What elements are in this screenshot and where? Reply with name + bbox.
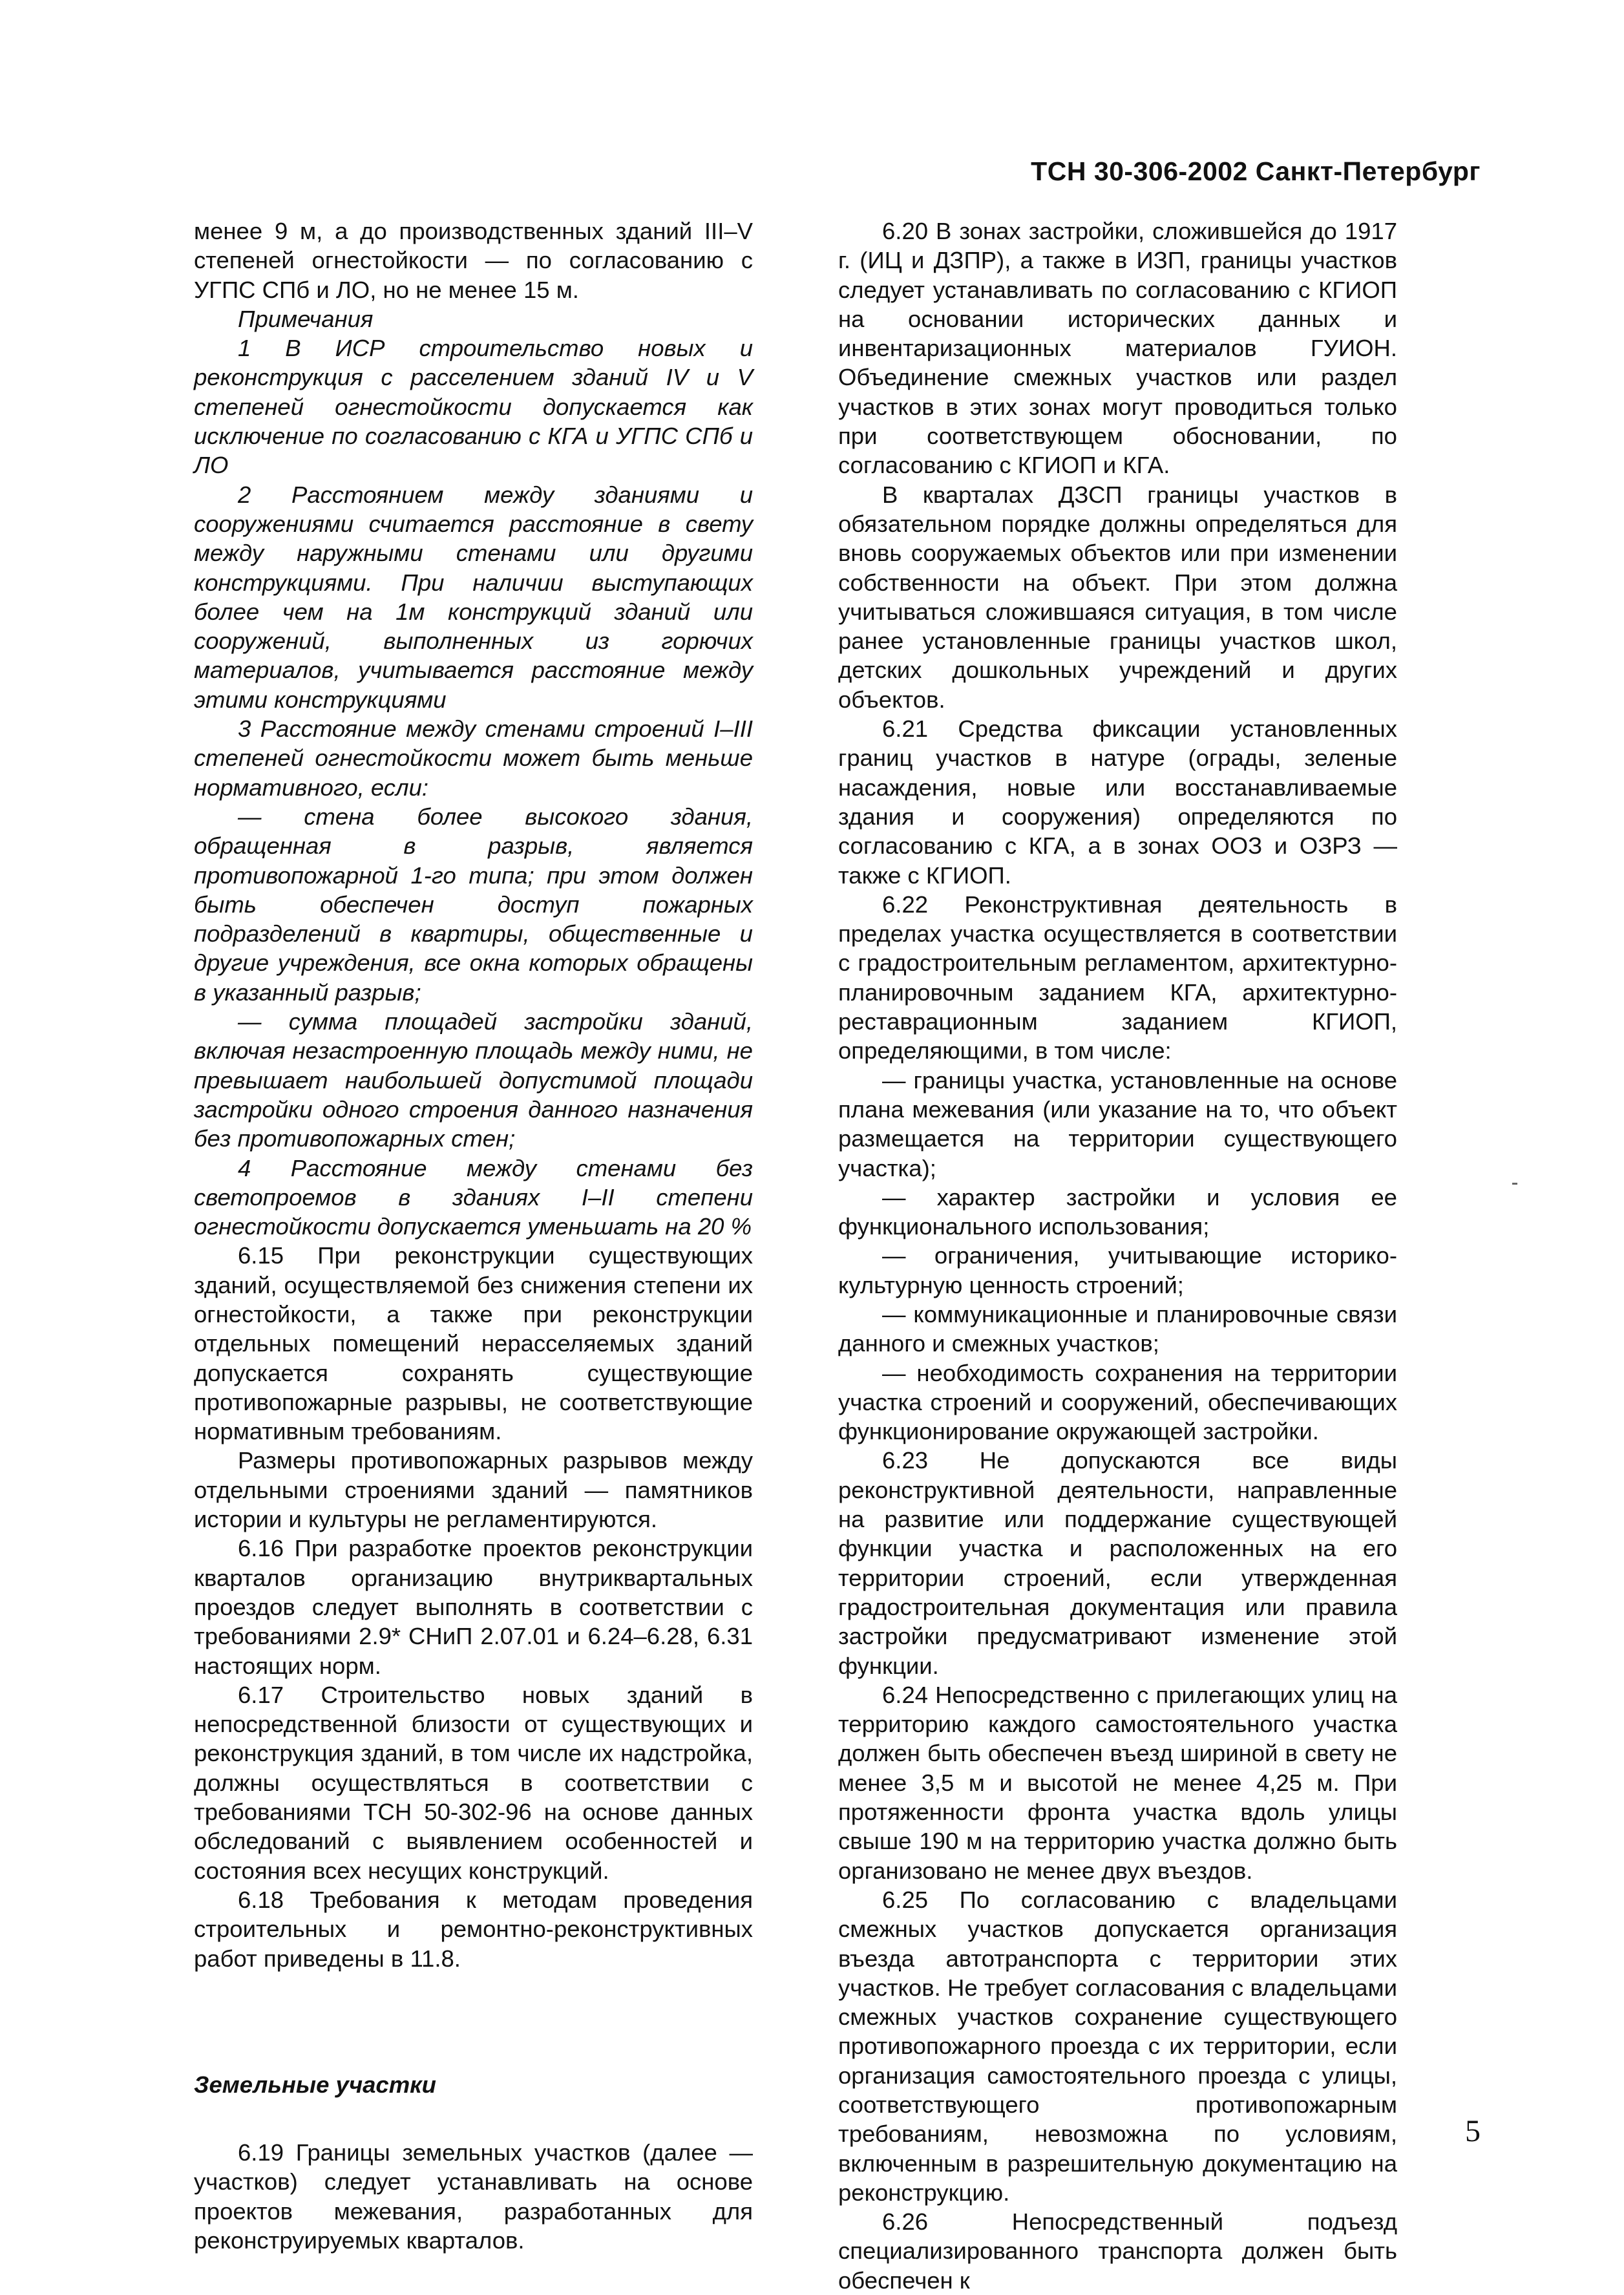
note-2: 2 Расстоянием между зданиями и сооружениями считается расстояние в свету между наружными стенами или другими конструкциями. При наличии выступающих более чем на 1м конструкций зданий или сооружений, выполненных из горючих материалов, учитывается расстояние между этими конструкциями [194,481,753,713]
clause-6-16: 6.16 При разработке проектов реконструкции кварталов организацию внутриквартальных проездов следует выполнять в соответствии с требованиями 2.9* СНиП 2.07.01 и 6.24–6.28, 6.31 настоящих норм. [194,1535,753,1679]
clause-6-23: 6.23 Не допускаются все виды реконструктивной деятельности, направленные на развитие или поддержание существующей функции участка и расположенных на его территории строений, если утвержденная градостроительная документация или правила застройки предусматривают изменение этой функции. [838,1447,1397,1679]
spacer [194,2099,753,2138]
note-3: 3 Расстояние между стенами строений I–III степеней огнестойкости может быть меньше нормативного, если: [194,715,753,801]
clause-6-22-item: — ограничения, учитывающие историко-культурную ценность строений; [838,1242,1397,1298]
clause-6-25: 6.25 По согласованию с владельцами смежных участков допускается организация въезда автотранспорта с территории этих участков. Не требует согласования с владельцами смежных участков сохранение существующего противопожарного проезда с их территории, если организация самостоятельного проезда с улицы, соответствующего противопожарным требованиям, невозможна по условиям, включенным в разрешительную документацию на реконструкцию. [838,1886,1397,2206]
clause-6-22-item: — характер застройки и условия ее функционального использования; [838,1183,1397,1240]
clause-6-22-item: — границы участка, установленные на основе плана межевания (или указание на то, что объект размещается на территории существующего участка); [838,1066,1397,1181]
note-3-item: — стена более высокого здания, обращенная в разрыв, является противопожарной 1-го типа; при этом должен быть обеспечен доступ пожарных подразделений в квартиры, общественные и другие учреждения, все окна которых обращены в указанный разрыв; [194,803,753,1006]
clause-6-15: 6.15 При реконструкции существующих зданий, осуществляемой без снижения степени их огнестойкости, а также при реконструкции отдельных помещений нерасселяемых зданий допускается сохранять существующие противопожарные разрывы, не соответствующие нормативным требованиям. [194,1242,753,1445]
clause-6-24: 6.24 Непосредственно с прилегающих улиц на территорию каждого самостоятельного участка должен быть обеспечен въезд шириной в свету не менее 3,5 м и высотой не менее 4,25 м. При протяженности фронта участка вдоль улицы свыше 190 м на территорию участка должно быть организовано не менее двух въездов. [838,1681,1397,1884]
document-header: ТСН 30-306-2002 Санкт-Петербург [1031,156,1481,186]
clause-6-22-item: — коммуникационные и планировочные связи данного и смежных участков; [838,1300,1397,1357]
right-column [838,217,1397,2295]
note-1: 1 В ИСР строительство новых и реконструкция с расселением зданий IV и V степеней огнестойкости допускается как исключение по согласованию с КГА и УГПС СПб и ЛО [194,335,753,479]
clause-6-20-continued: В кварталах ДЗСП границы участков в обязательном порядке должны определяться для вновь сооружаемых объектов или при изменении собственности на объект. При этом должна учитываться сложившаяся ситуация, в том числе ранее установленные границы участков школ, детских дошкольных учреждений и других объектов. [838,481,1397,713]
spacer [194,1973,753,2070]
note-4: 4 Расстояние между стенами без светопроемов в зданиях I–II степени огнестойкости допускается уменьшать на 20 % [194,1154,753,1240]
notes-title: Примечания [238,305,374,332]
clause-6-18: 6.18 Требования к методам проведения строительных и ремонтно-реконструктивных работ приведены в 11.8. [194,1886,753,1972]
clause-6-15-continued: Размеры противопожарных разрывов между отдельными строениями зданий — памятников истории и культуры не регламентируются. [194,1447,753,1533]
clause-6-20: 6.20 В зонах застройки, сложившейся до 1917 г. (ИЦ и ДЗПР), а также в ИЗП, границы участков следует устанавливать по согласованию с КГИОП на основании исторических данных и инвентаризационных материалов ГУИОН. Объединение смежных участков или раздел участков в этих зонах могут проводиться только при соответствующем обосновании, по согласованию с КГИОП и КГА. [838,218,1397,479]
clause-6-22: 6.22 Реконструктивная деятельность в пределах участка осуществляется в соответствии с градостроительным регламентом, архитектурно-планировочным заданием КГА, архитектурно-реставрационным заданием КГИОП, определяющими, в том числе: [838,891,1397,1064]
clause-6-19: 6.19 Границы земельных участков (далее — участков) следует устанавливать на основе проектов межевания, разработанных для реконструируемых кварталов. [194,2139,753,2254]
section-heading: Земельные участки [194,2071,436,2098]
scan-mark [1512,1183,1517,1185]
page-number: 5 [1465,2114,1481,2148]
clause-6-17: 6.17 Строительство новых зданий в непосредственной близости от существующих и реконструкция зданий, в том числе их надстройка, должны осуществляться в соответствии с требованиями ТСН 50-302-96 на основе данных обследований с выявлением особенностей и состояния всех несущих конструкций. [194,1681,753,1884]
clause-6-22-item: — необходимость сохранения на территории участка строений и сооружений, обеспечивающих функционирование окружающей застройки. [838,1359,1397,1445]
note-3-item: — сумма площадей застройки зданий, включая незастроенную площадь между ними, не превышает наибольшей допустимой площади застройки одного строения данного назначения без противопожарных стен; [194,1008,753,1152]
paragraph: менее 9 м, а до производственных зданий III–V степеней огнестойкости — по согласованию с УГПС СПб и ЛО, но не менее 15 м. [194,218,753,303]
left-column [194,217,753,2255]
clause-6-21: 6.21 Средства фиксации установленных границ участков в натуре (ограды, зеленые насаждения, новые или восстанавливаемые здания и сооружения) определяются по согласованию с КГА, а в зонах ООЗ и ОЗРЗ — также с КГИОП. [838,715,1397,889]
clause-6-26: 6.26 Непосредственный подъезд специализированного транспорта должен быть обеспечен к [838,2208,1397,2294]
